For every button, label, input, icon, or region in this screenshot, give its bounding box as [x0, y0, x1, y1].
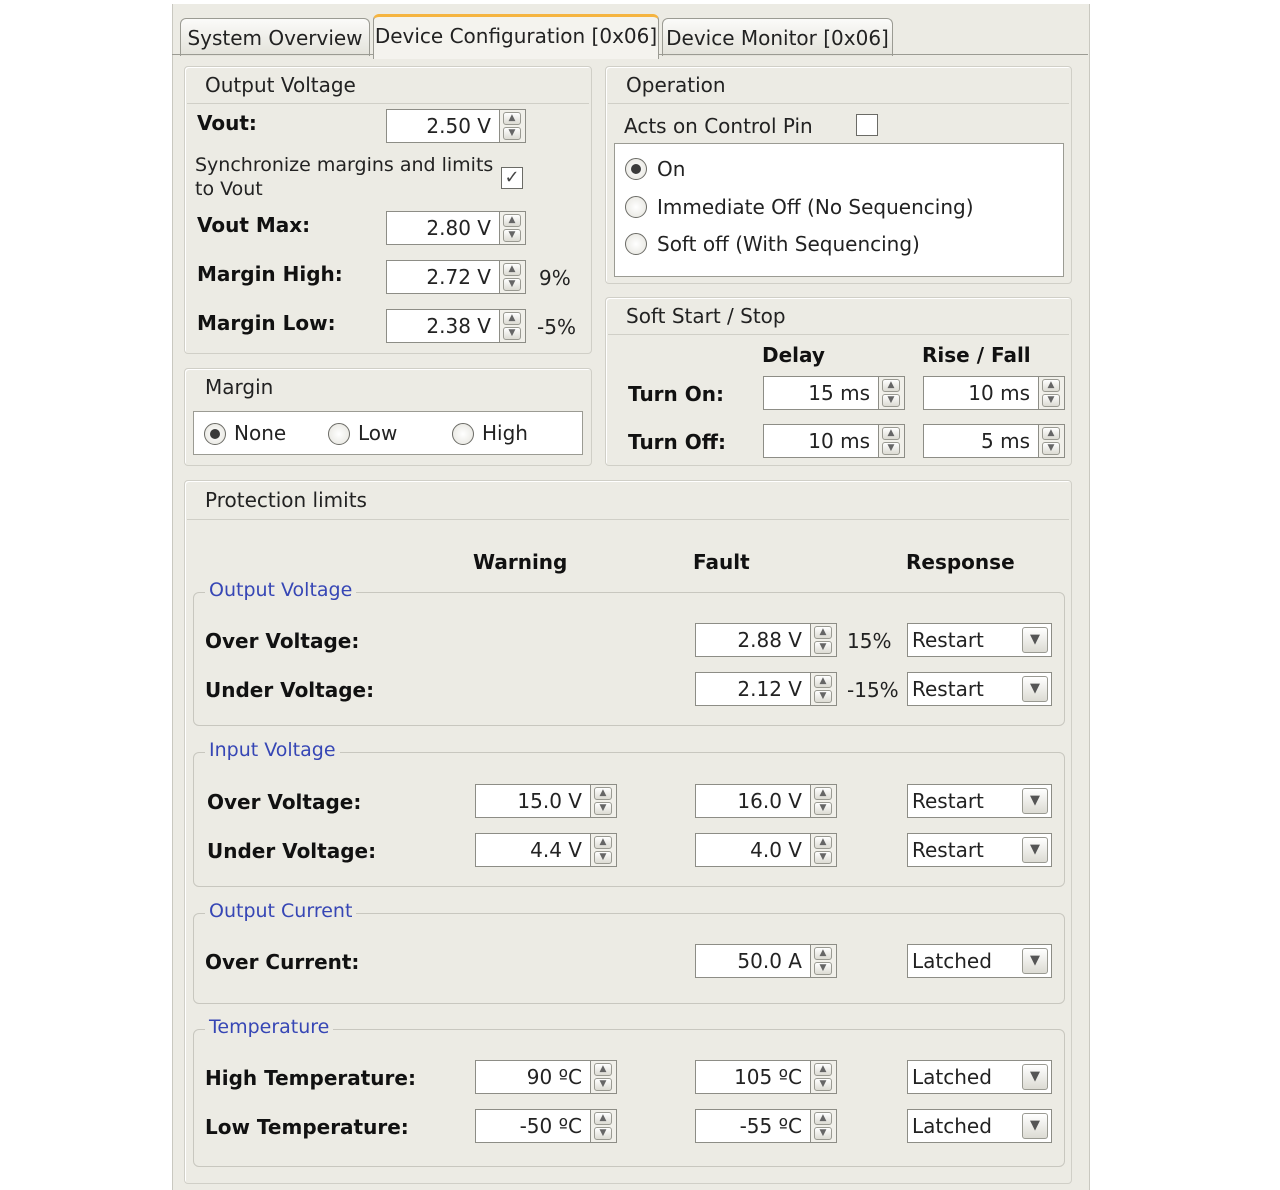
- operation-radio-box: [614, 143, 1064, 277]
- output-voltage-panel: [184, 66, 592, 354]
- spin-down-icon[interactable]: ▼: [1042, 442, 1060, 455]
- spin-up-icon[interactable]: ▲: [1042, 427, 1060, 440]
- vout-max-label: Vout Max:: [197, 213, 311, 237]
- turn-off-delay-value[interactable]: 10 ms: [763, 424, 879, 458]
- iv-under-warning-value[interactable]: 4.4 V: [475, 833, 591, 867]
- spin-up-icon[interactable]: ▲: [594, 836, 612, 849]
- ov-under-percent: -15%: [847, 678, 899, 702]
- spin-up-icon[interactable]: ▲: [503, 263, 521, 276]
- spin-up-icon[interactable]: ▲: [882, 427, 900, 440]
- spin-down-icon[interactable]: ▼: [814, 690, 832, 703]
- rise-fall-column-header: Rise / Fall: [922, 343, 1031, 367]
- chevron-down-icon[interactable]: ▼: [1022, 837, 1048, 863]
- iv-under-fault-spinner[interactable]: [695, 833, 837, 867]
- tab-bar: [172, 4, 1088, 54]
- margin-high-option-label[interactable]: High: [482, 421, 528, 445]
- spin-up-icon[interactable]: ▲: [814, 787, 832, 800]
- temp-high-warning-spinner[interactable]: [475, 1060, 617, 1094]
- iv-under-voltage-label: Under Voltage:: [207, 839, 377, 863]
- operation-soft-off-radio[interactable]: [625, 233, 647, 255]
- temp-low-warning-spinner[interactable]: [475, 1109, 617, 1143]
- operation-immediate-off-label[interactable]: Immediate Off (No Sequencing): [657, 195, 974, 219]
- tab-system-overview[interactable]: System Overview: [180, 18, 370, 56]
- spinner-buttons: [811, 672, 837, 706]
- spinner-buttons: [811, 1060, 837, 1094]
- spin-up-icon[interactable]: ▲: [594, 787, 612, 800]
- vout-max-spinner[interactable]: [386, 211, 526, 245]
- spinner-buttons: [811, 623, 837, 657]
- protection-limits-panel: [184, 480, 1072, 1184]
- spinner-buttons: [811, 784, 837, 818]
- margin-low-label: Margin Low:: [197, 311, 336, 335]
- spinner-buttons: [1039, 376, 1065, 410]
- operation-on-radio[interactable]: [625, 158, 647, 180]
- margin-panel: [184, 368, 592, 466]
- chevron-down-icon[interactable]: ▼: [1022, 1064, 1048, 1090]
- ov-under-voltage-label: Under Voltage:: [205, 678, 375, 702]
- chevron-down-icon[interactable]: ▼: [1022, 948, 1048, 974]
- panel-divider: [608, 103, 1069, 104]
- spin-up-icon[interactable]: ▲: [882, 379, 900, 392]
- turn-off-delay-spinner[interactable]: [763, 424, 905, 458]
- oc-over-response-value: Latched: [912, 949, 992, 973]
- delay-column-header: Delay: [762, 343, 825, 367]
- spinner-buttons: [500, 309, 526, 343]
- chevron-down-icon[interactable]: ▼: [1022, 1113, 1048, 1139]
- spinner-buttons: [591, 833, 617, 867]
- spin-down-icon[interactable]: ▼: [594, 851, 612, 864]
- ov-under-response-select[interactable]: [907, 672, 1052, 706]
- chevron-down-icon[interactable]: ▼: [1022, 627, 1048, 653]
- spin-down-icon[interactable]: ▼: [594, 802, 612, 815]
- turn-on-delay-spinner[interactable]: [763, 376, 905, 410]
- margin-high-label: Margin High:: [197, 262, 343, 286]
- chevron-down-icon[interactable]: ▼: [1022, 676, 1048, 702]
- margin-high-radio[interactable]: [452, 423, 474, 445]
- spinner-buttons: [811, 833, 837, 867]
- output-current-legend: Output Current: [205, 900, 356, 922]
- spin-down-icon[interactable]: ▼: [594, 1078, 612, 1091]
- iv-over-response-select[interactable]: [907, 784, 1052, 818]
- response-column-header: Response: [906, 550, 1015, 574]
- margin-none-label[interactable]: None: [234, 421, 287, 445]
- panel-title: Protection limits: [205, 488, 367, 512]
- soft-start-panel: [605, 297, 1072, 466]
- operation-immediate-off-radio[interactable]: [625, 196, 647, 218]
- warning-column-header: Warning: [473, 550, 568, 574]
- turn-on-rise-spinner[interactable]: [923, 376, 1065, 410]
- spinner-buttons: [879, 376, 905, 410]
- temperature-fieldset: [193, 1029, 1065, 1167]
- control-pin-checkbox[interactable]: [856, 114, 878, 136]
- operation-soft-off-label[interactable]: Soft off (With Sequencing): [657, 232, 920, 256]
- spin-down-icon[interactable]: ▼: [503, 327, 521, 340]
- ov-under-fault-spinner[interactable]: [695, 672, 837, 706]
- spin-down-icon[interactable]: ▼: [814, 962, 832, 975]
- margin-low-percent: -5%: [537, 315, 576, 339]
- panel-divider: [187, 103, 589, 104]
- operation-panel: [605, 66, 1072, 284]
- spin-up-icon[interactable]: ▲: [503, 214, 521, 227]
- temperature-legend: Temperature: [205, 1016, 333, 1038]
- spin-up-icon[interactable]: ▲: [814, 626, 832, 639]
- spin-down-icon[interactable]: ▼: [814, 851, 832, 864]
- iv-under-fault-value[interactable]: 4.0 V: [695, 833, 811, 867]
- spinner-buttons: [811, 1109, 837, 1143]
- iv-over-fault-spinner[interactable]: [695, 784, 837, 818]
- iv-under-response-value: Restart: [912, 838, 984, 862]
- iv-over-fault-value[interactable]: 16.0 V: [695, 784, 811, 818]
- oc-over-response-select[interactable]: [907, 944, 1052, 978]
- spinner-buttons: [500, 211, 526, 245]
- turn-off-fall-value[interactable]: 5 ms: [923, 424, 1039, 458]
- ov-over-response-value: Restart: [912, 628, 984, 652]
- sync-margins-checkbox[interactable]: ✓: [501, 167, 523, 189]
- vout-max-value[interactable]: 2.80 V: [386, 211, 500, 245]
- iv-over-response-value: Restart: [912, 789, 984, 813]
- ov-over-percent: 15%: [847, 629, 892, 653]
- temp-low-response-value: Latched: [912, 1114, 992, 1138]
- temp-high-warning-value[interactable]: 90 ºC: [475, 1060, 591, 1094]
- panel-title: Margin: [205, 375, 274, 399]
- ov-over-fault-value[interactable]: 2.88 V: [695, 623, 811, 657]
- margin-low-option-label[interactable]: Low: [358, 421, 398, 445]
- iv-over-warning-spinner[interactable]: [475, 784, 617, 818]
- spinner-buttons: [811, 944, 837, 978]
- temp-high-fault-value[interactable]: 105 ºC: [695, 1060, 811, 1094]
- temp-low-fault-value[interactable]: -55 ºC: [695, 1109, 811, 1143]
- turn-on-rise-value[interactable]: 10 ms: [923, 376, 1039, 410]
- margin-high-value[interactable]: 2.72 V: [386, 260, 500, 294]
- spin-down-icon[interactable]: ▼: [503, 278, 521, 291]
- temp-low-warning-value[interactable]: -50 ºC: [475, 1109, 591, 1143]
- spinner-buttons: [591, 1060, 617, 1094]
- margin-high-spinner[interactable]: [386, 260, 526, 294]
- tab-device-configuration[interactable]: Device Configuration [0x06]: [373, 14, 659, 59]
- turn-on-delay-value[interactable]: 15 ms: [763, 376, 879, 410]
- iv-over-voltage-label: Over Voltage:: [207, 790, 362, 814]
- panel-divider: [187, 519, 1069, 520]
- oc-over-current-label: Over Current:: [205, 950, 360, 974]
- panel-divider: [608, 334, 1069, 335]
- iv-over-warning-value[interactable]: 15.0 V: [475, 784, 591, 818]
- temp-low-label: Low Temperature:: [205, 1115, 409, 1139]
- turn-on-label: Turn On:: [628, 382, 724, 406]
- spin-up-icon[interactable]: ▲: [594, 1063, 612, 1076]
- spin-down-icon[interactable]: ▼: [594, 1127, 612, 1140]
- margin-radio-box: [193, 411, 583, 455]
- spin-up-icon[interactable]: ▲: [594, 1112, 612, 1125]
- margin-low-spinner[interactable]: [386, 309, 526, 343]
- spin-down-icon[interactable]: ▼: [882, 394, 900, 407]
- ov-under-response-value: Restart: [912, 677, 984, 701]
- temp-high-response-value: Latched: [912, 1065, 992, 1089]
- spinner-buttons: [879, 424, 905, 458]
- spin-up-icon[interactable]: ▲: [503, 112, 521, 125]
- spin-down-icon[interactable]: ▼: [503, 229, 521, 242]
- panel-title: Operation: [626, 73, 726, 97]
- vout-value[interactable]: 2.50 V: [386, 109, 500, 143]
- input-voltage-legend: Input Voltage: [205, 739, 340, 761]
- spinner-buttons: [500, 109, 526, 143]
- temp-high-label: High Temperature:: [205, 1066, 416, 1090]
- margin-low-radio[interactable]: [328, 423, 350, 445]
- oc-over-fault-value[interactable]: 50.0 A: [695, 944, 811, 978]
- turn-off-label: Turn Off:: [628, 430, 726, 454]
- spin-down-icon[interactable]: ▼: [882, 442, 900, 455]
- oc-over-fault-spinner[interactable]: [695, 944, 837, 978]
- chevron-down-icon[interactable]: ▼: [1022, 788, 1048, 814]
- output-voltage-legend: Output Voltage: [205, 579, 356, 601]
- vout-label: Vout:: [197, 111, 257, 135]
- temp-high-fault-spinner[interactable]: [695, 1060, 837, 1094]
- tab-device-monitor[interactable]: Device Monitor [0x06]: [662, 18, 893, 56]
- temp-low-fault-spinner[interactable]: [695, 1109, 837, 1143]
- spin-down-icon[interactable]: ▼: [814, 641, 832, 654]
- control-pin-label: Acts on Control Pin: [624, 114, 813, 138]
- panel-title: Output Voltage: [205, 73, 356, 97]
- spinner-buttons: [500, 260, 526, 294]
- spin-up-icon[interactable]: ▲: [814, 675, 832, 688]
- spinner-buttons: [591, 1109, 617, 1143]
- vout-spinner[interactable]: [386, 109, 526, 143]
- margin-low-value[interactable]: 2.38 V: [386, 309, 500, 343]
- margin-none-radio[interactable]: [204, 423, 226, 445]
- iv-under-response-select[interactable]: [907, 833, 1052, 867]
- spin-up-icon[interactable]: ▲: [814, 947, 832, 960]
- sync-label-line1: Synchronize margins and limits: [195, 154, 494, 176]
- spin-down-icon[interactable]: ▼: [814, 1127, 832, 1140]
- spin-up-icon[interactable]: ▲: [1042, 379, 1060, 392]
- sync-label-line2: to Vout: [195, 178, 263, 200]
- turn-off-fall-spinner[interactable]: [923, 424, 1065, 458]
- operation-on-label[interactable]: On: [657, 157, 686, 181]
- spinner-buttons: [1039, 424, 1065, 458]
- spin-up-icon[interactable]: ▲: [814, 1063, 832, 1076]
- panel-title: Soft Start / Stop: [626, 304, 786, 328]
- spin-down-icon[interactable]: ▼: [1042, 394, 1060, 407]
- ov-over-response-select[interactable]: [907, 623, 1052, 657]
- spin-up-icon[interactable]: ▲: [814, 836, 832, 849]
- ov-over-fault-spinner[interactable]: [695, 623, 837, 657]
- spin-down-icon[interactable]: ▼: [814, 1078, 832, 1091]
- spin-down-icon[interactable]: ▼: [814, 802, 832, 815]
- spin-up-icon[interactable]: ▲: [814, 1112, 832, 1125]
- iv-under-warning-spinner[interactable]: [475, 833, 617, 867]
- fault-column-header: Fault: [693, 550, 750, 574]
- temp-low-response-select[interactable]: [907, 1109, 1052, 1143]
- spin-down-icon[interactable]: ▼: [503, 127, 521, 140]
- margin-high-percent: 9%: [539, 266, 571, 290]
- spinner-buttons: [591, 784, 617, 818]
- temp-high-response-select[interactable]: [907, 1060, 1052, 1094]
- spin-up-icon[interactable]: ▲: [503, 312, 521, 325]
- ov-over-voltage-label: Over Voltage:: [205, 629, 360, 653]
- ov-under-fault-value[interactable]: 2.12 V: [695, 672, 811, 706]
